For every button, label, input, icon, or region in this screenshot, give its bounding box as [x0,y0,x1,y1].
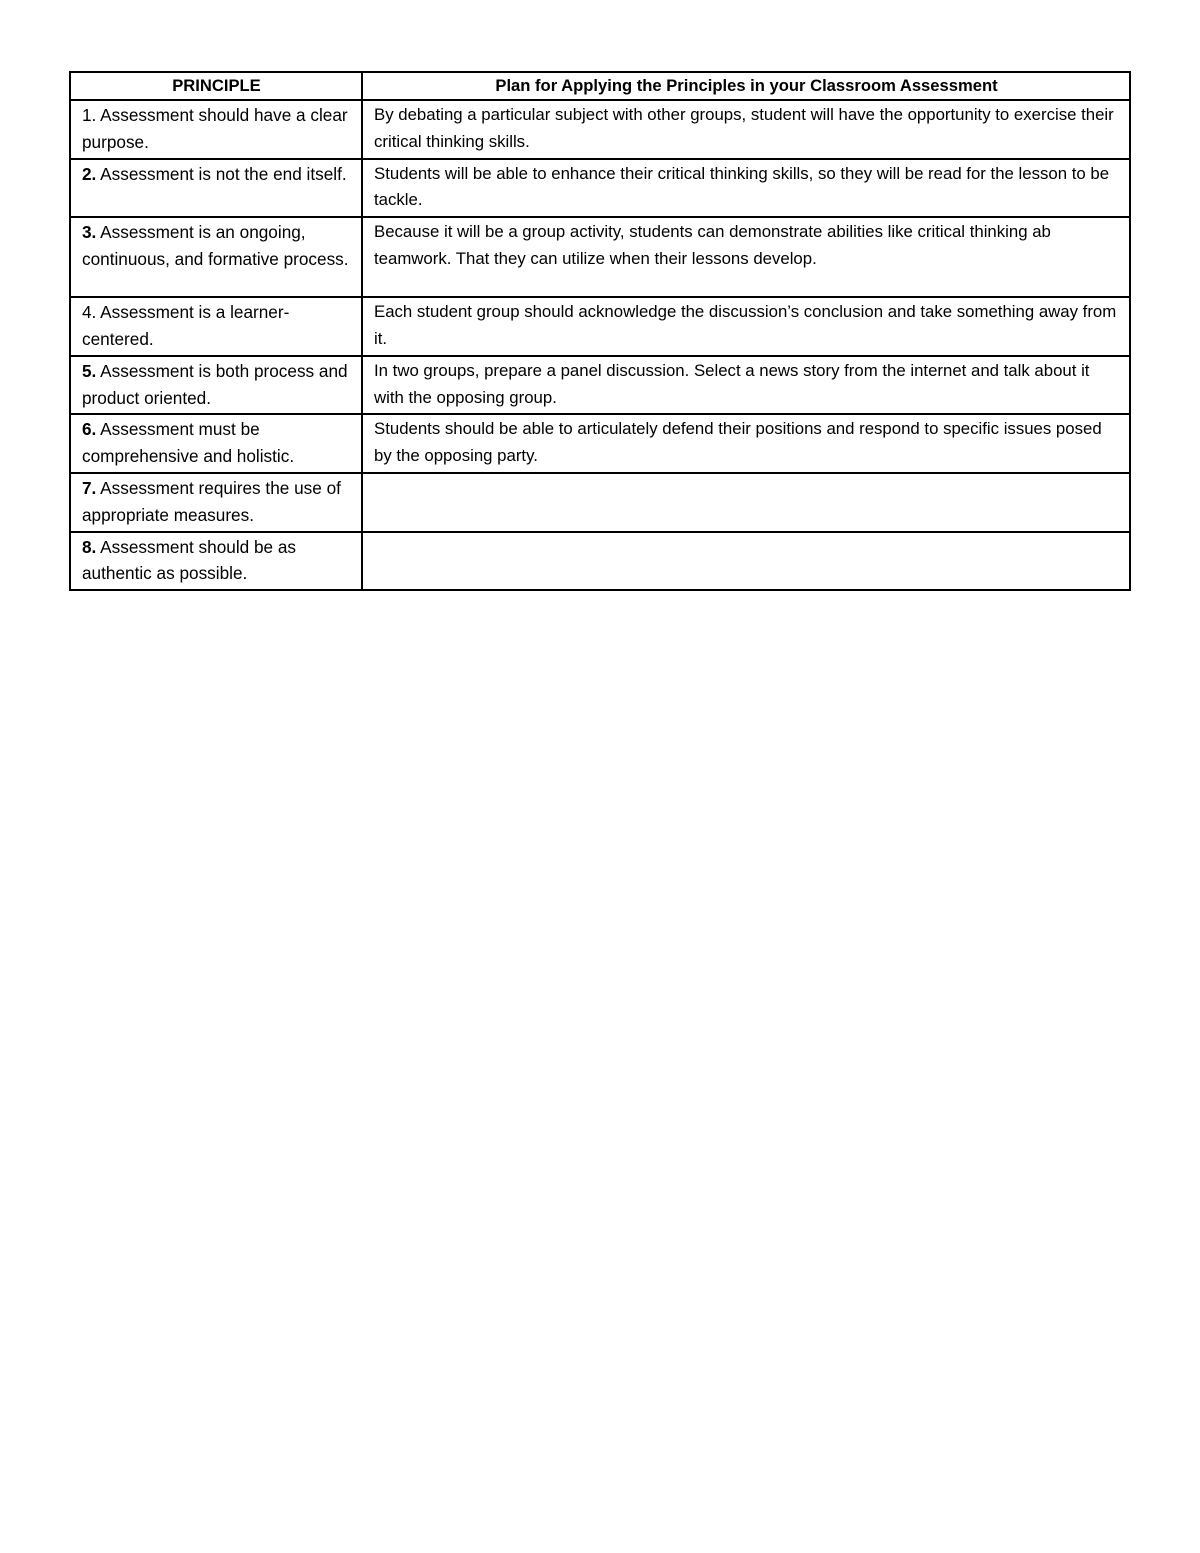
plan-cell: By debating a particular subject with other groups, student will have the opportunity to exercise their critical thinking skills. [362,100,1130,159]
principle-number: 3. [82,222,97,243]
principle-text: Assessment should have a clear purpose. [82,105,348,152]
table-row [70,532,1130,591]
principle-text: Assessment is an ongoing, continuous, and formative process. [82,222,349,269]
table-row [70,473,1130,532]
principle-cell [70,532,362,591]
principle-text: Assessment is both process and product oriented. [82,360,348,408]
principle-text: Assessment is not the end itself. [96,163,347,184]
principle-number: 8. [82,536,97,557]
table-row [70,297,1130,356]
principle-cell [70,356,362,415]
plan-cell [362,532,1130,591]
table-header-row [70,72,1130,100]
plan-column-header: Plan for Applying the Principles in your Classroom Assessment [362,72,1130,100]
principle-cell [70,159,362,218]
table-row [70,217,1130,297]
principle-cell [70,414,362,473]
table-row [70,414,1130,473]
plan-cell: In two groups, prepare a panel discussion. Select a news story from the internet and talk about it with the opposing group. [362,356,1130,415]
principle-text: Assessment must be comprehensive and holistic. [82,419,295,467]
plan-cell: Because it will be a group activity, students can demonstrate abilities like critical thinking ab teamwork. That they can utilize when their lessons develop. [362,217,1130,297]
principle-cell [70,217,362,297]
principle-number: 5. [82,360,97,381]
table-row [70,159,1130,218]
principle-text: Assessment is a learner-centered. [82,302,290,349]
table-row [70,100,1130,159]
plan-cell [362,473,1130,532]
principle-text: Assessment requires the use of appropriate measures. [82,477,341,525]
principle-number: 6. [82,419,97,440]
principle-number: 1. [82,105,97,125]
table-row [70,356,1130,415]
principle-cell [70,100,362,159]
principle-number: 7. [82,477,97,498]
principle-cell [70,297,362,356]
principle-text: Assessment should be as authentic as possible. [82,536,297,584]
principle-column-header: PRINCIPLE [70,72,362,100]
principles-table [69,71,1131,591]
plan-cell: Students should be able to articulately defend their positions and respond to specific issues posed by the opposing party. [362,414,1130,473]
principle-number: 2. [82,163,97,184]
principle-cell [70,473,362,532]
plan-cell: Students will be able to enhance their critical thinking skills, so they will be read for the lesson to be tackle. [362,159,1130,218]
principle-number: 4. [82,302,97,323]
plan-cell: Each student group should acknowledge the discussion’s conclusion and take something away from it. [362,297,1130,356]
